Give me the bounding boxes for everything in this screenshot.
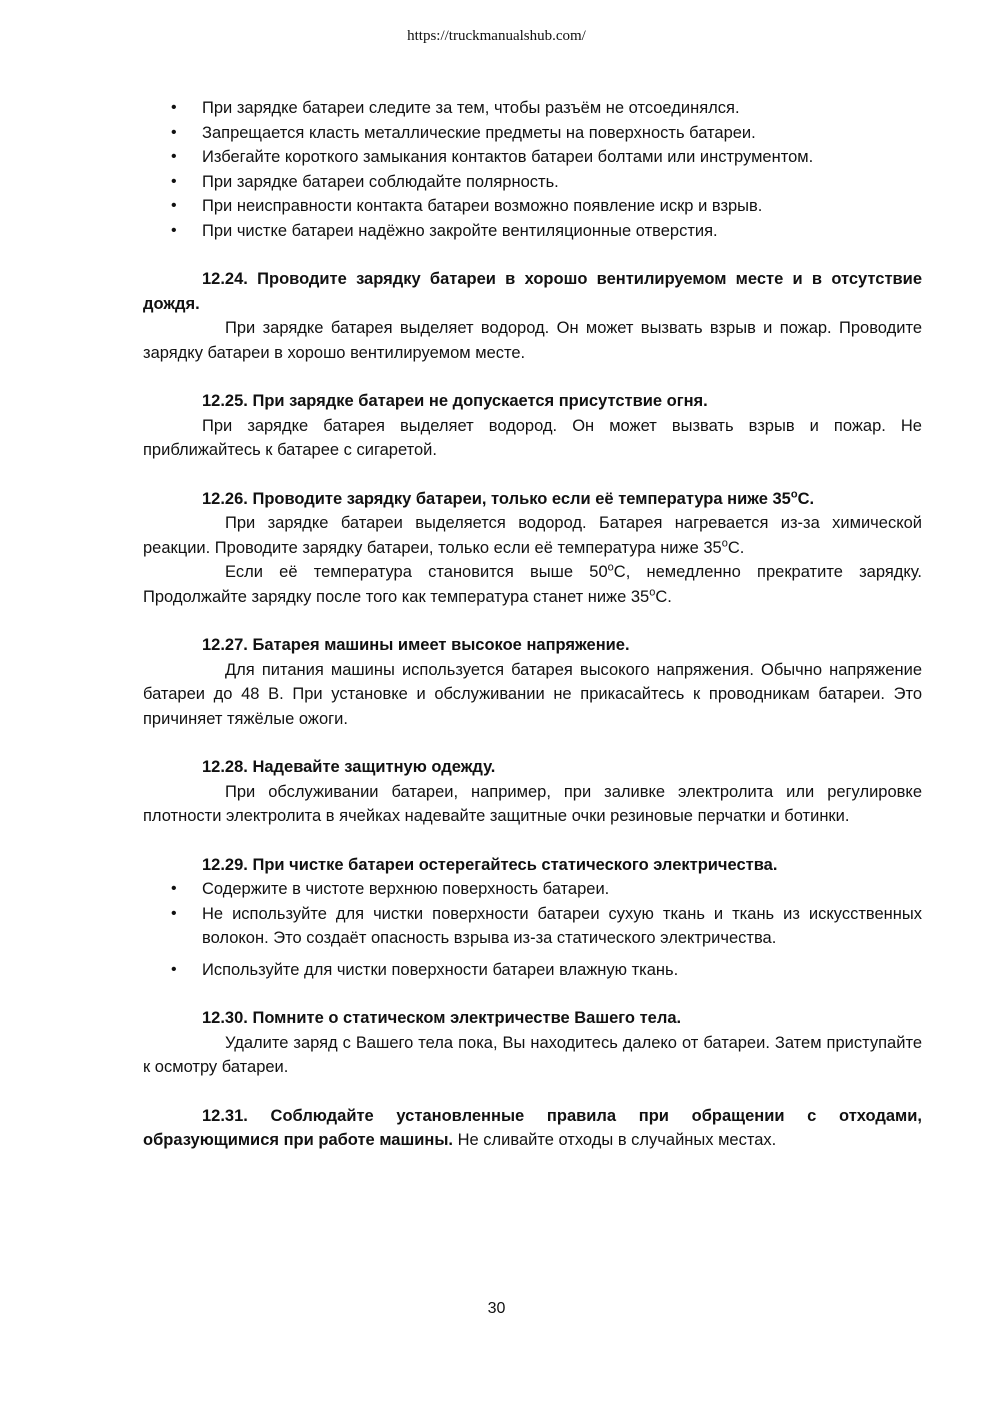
section-heading: 12.31. Соблюдайте установленные правила при обращении с отходами, образующимися при работе машины. Не сливайте отходы в случайных местах. <box>143 1106 922 1149</box>
paragraph: Если её температура становится выше 50$^o$C, немедленно прекратите зарядку. Продолжайте зарядку после того как температура станет ниже 35$^o$C. <box>143 561 922 606</box>
section-heading: 12.29. При чистке батареи остерегайтесь статического электричества. <box>202 855 778 874</box>
paragraph: При зарядке батареи выделяется водород. Батарея нагревается из-за химической реакции. Проводите зарядку батареи, только если её температура ниже 35$^o$C. <box>143 514 922 557</box>
paragraph: При зарядке батарея выделяет водород. Он может вызвать взрыв и пожар. Не приближайтесь к батарее с сигаретой. <box>143 416 922 459</box>
section-heading: 12.27. Батарея машины имеет высокое напряжение. <box>202 636 630 654</box>
section-heading: 12.25. При зарядке батареи не допускается присутствие огня. <box>202 392 708 410</box>
bullet-list-static <box>143 877 922 982</box>
bullet-icon: • <box>171 148 177 165</box>
list-item: • При зарядке батареи следите за тем, чтобы разъём не отсоединялся. <box>143 96 922 121</box>
list-item: • При зарядке батареи соблюдайте полярность. <box>143 170 922 195</box>
list-item: • При чистке батареи надёжно закройте вентиляционные отверстия. <box>143 219 922 244</box>
list-item: • Избегайте короткого замыкания контактов батареи болтами или инструментом. <box>143 145 922 170</box>
section-12-31 <box>143 1104 922 1153</box>
bullet-icon: • <box>171 880 177 897</box>
bullet-icon: • <box>171 904 177 922</box>
section-12-29 <box>143 853 922 983</box>
section-12-26 <box>143 487 922 610</box>
paragraph: Удалите заряд с Вашего тела пока, Вы находитесь далеко от батареи. Затем приступайте к осмотру батареи. <box>143 1033 922 1076</box>
bullet-icon: • <box>171 960 177 978</box>
bullet-icon: • <box>171 221 177 239</box>
list-item: • Используйте для чистки поверхности батареи влажную ткань. <box>143 958 922 983</box>
bullet-icon: • <box>171 172 177 190</box>
list-item: • Запрещается класть металлические предметы на поверхность батареи. <box>143 121 922 146</box>
bullet-list-top <box>143 96 922 243</box>
list-item: • При неисправности контакта батареи возможно появление искр и взрыв. <box>143 194 922 219</box>
section-heading: 12.26. Проводите зарядку батареи, только если её температура ниже 35$^o$C. <box>202 488 815 508</box>
page-number: 30 <box>487 1300 506 1317</box>
paragraph: При зарядке батарея выделяет водород. Он может вызвать взрыв и пожар. Проводите зарядку батареи в хорошо вентилируемом месте. <box>143 319 922 362</box>
bullet-icon: • <box>171 197 177 214</box>
section-12-28 <box>143 755 922 829</box>
section-12-24 <box>143 267 922 365</box>
section-heading: 12.28. Надевайте защитную одежду. <box>202 758 496 776</box>
bullet-icon: • <box>171 99 177 116</box>
section-heading: 12.30. Помните о статическом электричестве Вашего тела. <box>202 1009 682 1027</box>
section-12-30 <box>143 1006 922 1080</box>
section-12-27 <box>143 633 922 731</box>
header-url: https://truckmanualshub.com/ <box>407 28 586 44</box>
list-item: • Не используйте для чистки поверхности батареи сухую ткань и ткань из искусственных волокон. Это создаёт опасность взрыва из-за статического электричества. <box>143 902 922 951</box>
document-body <box>143 96 922 1153</box>
section-heading: 12.24. Проводите зарядку батареи в хорошо вентилируемом месте и в отсутствие дождя. <box>143 270 922 313</box>
list-item: • Содержите в чистоте верхнюю поверхность батареи. <box>143 877 922 902</box>
bullet-icon: • <box>171 123 177 141</box>
paragraph: Для питания машины используется батарея высокого напряжения. Обычно напряжение батареи до 48 В. При установке и обслуживании не прикасайтесь к проводникам батареи. Это причиняет тяжёлые ожоги. <box>143 660 922 728</box>
section-12-25 <box>143 389 922 463</box>
paragraph: При обслуживании батареи, например, при заливке электролита или регулировке плотности электролита в ячейках надевайте защитные очки резиновые перчатки и ботинки. <box>143 782 922 825</box>
